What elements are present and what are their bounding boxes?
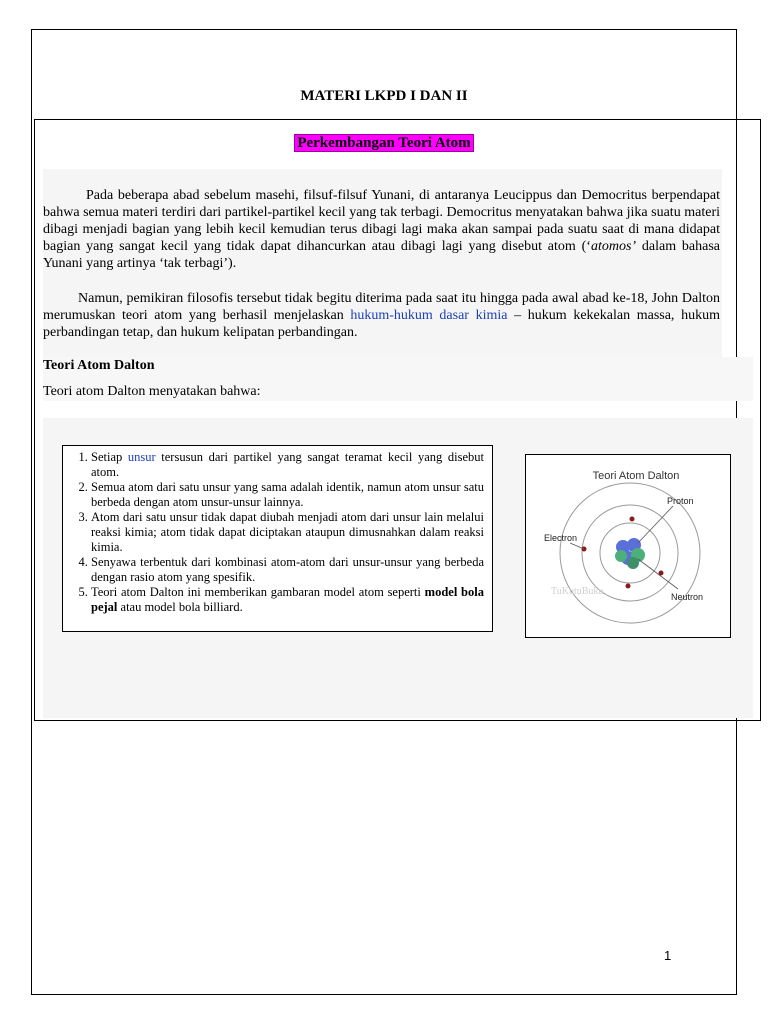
- electron-pointer: [570, 543, 584, 549]
- list-item-text: atau model bola billiard.: [117, 600, 243, 614]
- list-item: 3. Atom dari satu unsur tidak dapat diubah menjadi atom dari unsur lain melalui reaksi kimia; atom tidak dapat diciptakan ataupun dimusnahkan dalam reaksi kimia.: [91, 510, 484, 555]
- document-title: MATERI LKPD I DAN II: [300, 88, 468, 104]
- section-title-text: Perkembangan Teori Atom: [294, 134, 473, 152]
- atomos-term: atomos’: [590, 239, 637, 254]
- electron-label: Electron: [544, 533, 578, 543]
- list-item: [91, 450, 484, 480]
- list-item: 2. Semua atom dari satu unsur yang sama adalah identik, namun atom unsur satu berbeda dengan atom unsur-unsur lainnya.: [91, 480, 484, 510]
- neutron-sphere: [615, 550, 627, 562]
- paragraph-dalton: [43, 290, 720, 341]
- atom-diagram: [526, 455, 730, 637]
- figure-title: Teori Atom Dalton: [592, 470, 680, 482]
- dalton-heading: Teori Atom Dalton: [43, 358, 155, 373]
- electron-dot: [626, 584, 631, 589]
- list-item: 4. Senyawa terbentuk dari kombinasi atom-atom dari unsur-unsur yang berbeda dengan rasio atom yang spesifik.: [91, 555, 484, 585]
- atom-figure: [525, 454, 731, 638]
- hukum-dasar-kimia-link[interactable]: hukum-hukum dasar kimia: [350, 308, 508, 323]
- model-bola-pejal-term: model bola pejal: [91, 585, 484, 614]
- paragraph-dalton-text: Namun, pemikiran filosofis tersebut tidak begitu diterima pada saat itu hingga pada awal abad ke-18, John Dalton merumuskan teori atom yang berhasil menjelaskan: [43, 291, 720, 323]
- postulate-list-box: [62, 445, 493, 632]
- paragraph-intro-text-end: dalam bahasa Yunani yang artinya ‘tak terbagi’).: [43, 239, 721, 271]
- list-item-text: tersusun dari partikel yang sangat teramat kecil yang disebut atom.: [91, 450, 484, 479]
- electron-dot: [630, 517, 635, 522]
- neutron-sphere: [627, 557, 639, 569]
- neutron-label: Neutron: [671, 592, 704, 602]
- proton-label: Proton: [667, 496, 694, 506]
- list-item-text: Setiap: [91, 450, 128, 464]
- unsur-link[interactable]: unsur: [127, 450, 156, 464]
- paragraph-intro-text: Pada beberapa abad sebelum masehi, filsuf-filsuf Yunani, di antaranya Leucippus dan Democritus berpendapat bahwa semua materi terdiri dari partikel-partikel kecil yang tak terbagi. Democritus menyatakan bahwa jika suatu materi dibagi menjadi bagian yang lebih kecil kemudian terus dibagi lagi maka akan sampai pada suatu saat di mana didapat bagian yang sangat kecil yang tidak dapat dihancurkan atau dibagi lagi yang disebut atom (‘: [43, 188, 720, 254]
- list-item-text: Teori atom Dalton ini memberikan gambaran model atom seperti: [91, 585, 425, 599]
- section-title: [0, 134, 768, 152]
- paragraph-dalton-text-end: – hukum kekekalan massa, hukum perbandingan tetap, dan hukum kelipatan perbandingan.: [43, 308, 720, 340]
- page-number: 1: [664, 948, 672, 963]
- postulate-list: [63, 450, 484, 615]
- list-item: [91, 585, 484, 615]
- paragraph-intro: [43, 187, 720, 272]
- watermark: TuKutuBuku: [551, 586, 604, 597]
- dalton-intro: Teori atom Dalton menyatakan bahwa:: [43, 384, 261, 399]
